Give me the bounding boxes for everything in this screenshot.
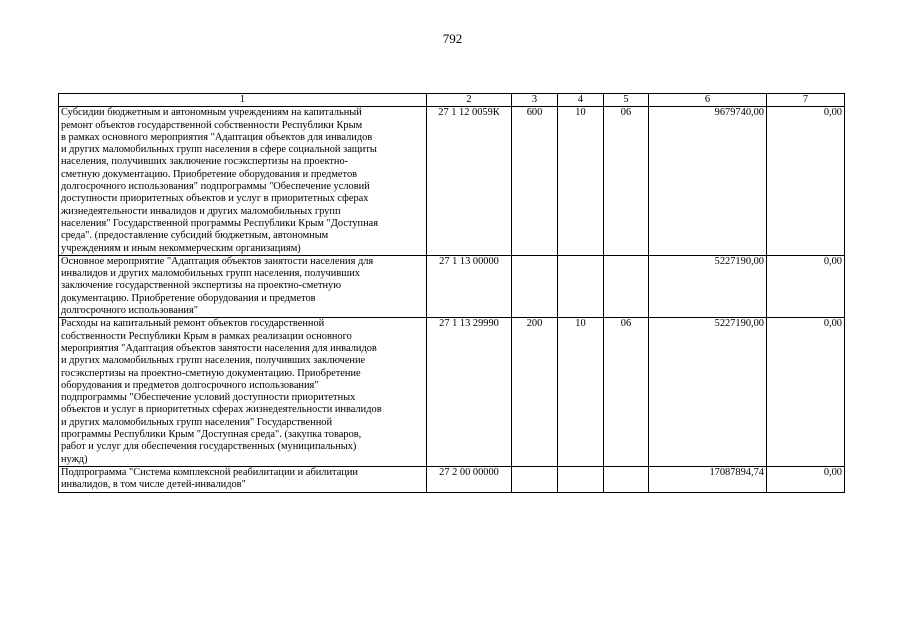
row-description: Субсидии бюджетным и автономным учреждениям на капитальный ремонт объектов государственной собственности Республики Крым в рамках основного мероприятия "Адаптация объектов для инвалидов и других маломобильных групп населения в сфере социальной защиты населения, получивших заключение госэкспертизы на проектно- сметную документацию. Приобретение оборудования и предметов долгосрочного использования" подпрограммы "Обеспечение условий доступности приоритетных объектов и услуг в приоритетных сферах жизнедеятельности инвалидов и других маломобильных групп населения" Государственной программы Республики Крым "Доступная среда". (предоставление субсидий бюджетным, автономным учреждениям и иным некоммерческим организациям): [59, 107, 427, 256]
row-col5: [604, 466, 649, 492]
row-col3: 600: [512, 107, 558, 256]
row-amount-col6: 5227190,00: [649, 318, 767, 467]
row-col5: 06: [604, 318, 649, 467]
row-amount-col7: 0,00: [767, 318, 845, 467]
column-header-1: 1: [59, 94, 427, 107]
row-description: Подпрограмма "Система комплексной реабилитации и абилитации инвалидов, в том числе детей-инвалидов": [59, 466, 427, 492]
row-col4: 10: [558, 318, 604, 467]
row-col3: 200: [512, 318, 558, 467]
table-header: [59, 94, 845, 107]
row-amount-col6: 17087894,74: [649, 466, 767, 492]
row-amount-col7: 0,00: [767, 107, 845, 256]
row-classification-code: 27 2 00 00000: [427, 466, 512, 492]
row-col5: 06: [604, 107, 649, 256]
row-col3: [512, 255, 558, 317]
row-classification-code: 27 1 13 29990: [427, 318, 512, 467]
row-col4: [558, 466, 604, 492]
row-amount-col6: 5227190,00: [649, 255, 767, 317]
row-classification-code: 27 1 13 00000: [427, 255, 512, 317]
row-col4: [558, 255, 604, 317]
column-header-7: 7: [767, 94, 845, 107]
column-header-2: 2: [427, 94, 512, 107]
table-row: [59, 318, 845, 467]
row-col3: [512, 466, 558, 492]
table-row: [59, 255, 845, 317]
row-col5: [604, 255, 649, 317]
table-row: [59, 466, 845, 492]
row-classification-code: 27 1 12 0059К: [427, 107, 512, 256]
budget-table: [58, 93, 845, 493]
row-amount-col6: 9679740,00: [649, 107, 767, 256]
row-description: Расходы на капитальный ремонт объектов государственной собственности Республики Крым в рамках реализации основного мероприятия "Адаптация объектов занятости населения для инвалидов и других маломобильных групп населения, получивших заключение госэкспертизы на проектно-сметную документацию. Приобретение оборудования и предметов долгосрочного использования" подпрограммы "Обеспечение условий доступности приоритетных объектов и услуг в приоритетных сферах жизнедеятельности инвалидов и других маломобильных групп населения" Государственной программы Республики Крым "Доступная среда". (закупка товаров, работ и услуг для обеспечения государственных (муниципальных) нужд): [59, 318, 427, 467]
header-row: [59, 94, 845, 107]
table-row: [59, 107, 845, 256]
row-amount-col7: 0,00: [767, 466, 845, 492]
column-header-6: 6: [649, 94, 767, 107]
row-description: Основное мероприятие "Адаптация объектов занятости населения для инвалидов и других маломобильных групп населения, получивших заключение государственной экспертизы на проектно-сметную документацию. Приобретение оборудования и предметов долгосрочного использования": [59, 255, 427, 317]
column-header-4: 4: [558, 94, 604, 107]
row-col4: 10: [558, 107, 604, 256]
column-header-3: 3: [512, 94, 558, 107]
page-number: 792: [442, 31, 463, 46]
row-amount-col7: 0,00: [767, 255, 845, 317]
column-header-5: 5: [604, 94, 649, 107]
table-body: [59, 107, 845, 492]
